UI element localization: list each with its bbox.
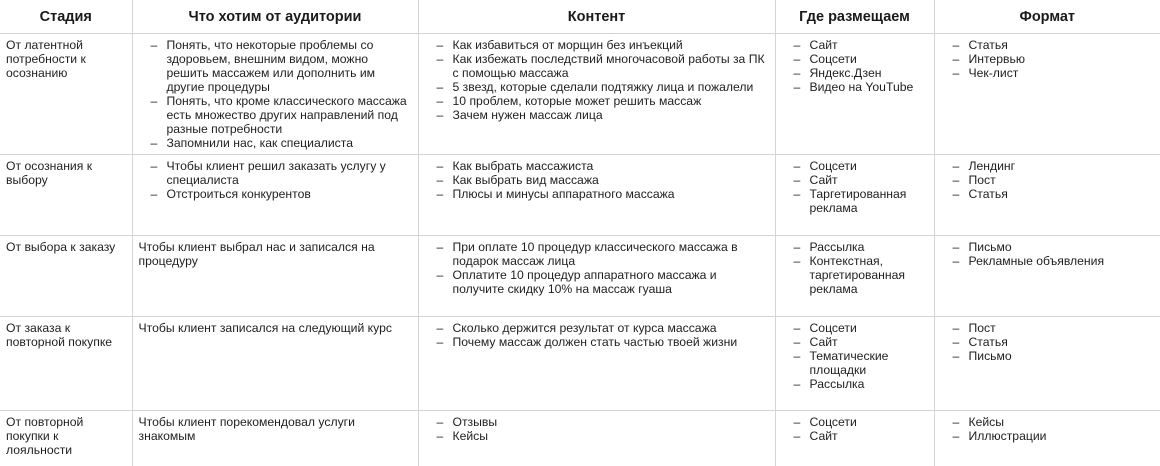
header-where: Где размещаем bbox=[775, 0, 934, 34]
format-list bbox=[941, 240, 1155, 268]
list-item: – Почему массаж должен стать частью твоей жизни bbox=[437, 335, 769, 349]
list-item: – Отзывы bbox=[437, 415, 769, 429]
list-item: – Рассылка bbox=[794, 377, 928, 391]
list-item: – Интервью bbox=[953, 52, 1155, 66]
list-item: – Кейсы bbox=[437, 429, 769, 443]
stage-cell: От латентной потребности к осознанию bbox=[0, 34, 132, 155]
list-item: – Сайт bbox=[794, 38, 928, 52]
list-item: – Тематические площадки bbox=[794, 349, 928, 377]
where-list bbox=[782, 415, 928, 443]
list-item: – Контекстная, таргетированная реклама bbox=[794, 254, 928, 296]
format-list bbox=[941, 321, 1155, 363]
list-item: – Чек-лист bbox=[953, 66, 1155, 80]
list-item: – Зачем нужен массаж лица bbox=[437, 108, 769, 122]
list-item: – Запомнили нас, как специалиста bbox=[151, 136, 412, 150]
header-stage: Стадия bbox=[0, 0, 132, 34]
list-item: – Видео на YouTube bbox=[794, 80, 928, 94]
format-cell bbox=[934, 236, 1160, 317]
list-item: – Оплатите 10 процедур аппаратного массажа и получите скидку 10% на массаж гуаша bbox=[437, 268, 769, 296]
header-format: Формат bbox=[934, 0, 1160, 34]
content-list bbox=[425, 38, 769, 122]
list-item: – Статья bbox=[953, 38, 1155, 52]
list-item: – Чтобы клиент решил заказать услугу у специалиста bbox=[151, 159, 412, 187]
header-want: Что хотим от аудитории bbox=[132, 0, 418, 34]
stage-cell: От осознания к выбору bbox=[0, 155, 132, 236]
list-item: – Сайт bbox=[794, 429, 928, 443]
list-item: – Сайт bbox=[794, 335, 928, 349]
want-list bbox=[139, 159, 412, 201]
list-item: – Как выбрать массажиста bbox=[437, 159, 769, 173]
format-list bbox=[941, 415, 1155, 443]
format-list bbox=[941, 159, 1155, 201]
content-cell bbox=[418, 236, 775, 317]
format-cell bbox=[934, 34, 1160, 155]
list-item: – Соцсети bbox=[794, 52, 928, 66]
where-cell bbox=[775, 34, 934, 155]
format-cell bbox=[934, 317, 1160, 411]
list-item: – Статья bbox=[953, 187, 1155, 201]
format-list bbox=[941, 38, 1155, 80]
list-item: – Яндекс.Дзен bbox=[794, 66, 928, 80]
list-item: – Письмо bbox=[953, 240, 1155, 254]
where-cell bbox=[775, 236, 934, 317]
stage-cell: От заказа к повторной покупке bbox=[0, 317, 132, 411]
want-cell: Чтобы клиент порекомендовал услуги знакомым bbox=[132, 411, 418, 466]
header-content: Контент bbox=[418, 0, 775, 34]
content-list bbox=[425, 321, 769, 349]
where-list bbox=[782, 321, 928, 391]
want-cell bbox=[132, 155, 418, 236]
list-item: – Пост bbox=[953, 321, 1155, 335]
list-item: – Соцсети bbox=[794, 159, 928, 173]
list-item: – Как выбрать вид массажа bbox=[437, 173, 769, 187]
table-row bbox=[0, 236, 1160, 317]
list-item: – Сайт bbox=[794, 173, 928, 187]
list-item: – Кейсы bbox=[953, 415, 1155, 429]
table-row bbox=[0, 155, 1160, 236]
table-row bbox=[0, 317, 1160, 411]
list-item: – Таргетированная реклама bbox=[794, 187, 928, 215]
list-item: – Отстроиться конкурентов bbox=[151, 187, 412, 201]
list-item: – Соцсети bbox=[794, 415, 928, 429]
stage-cell: От выбора к заказу bbox=[0, 236, 132, 317]
list-item: – Плюсы и минусы аппаратного массажа bbox=[437, 187, 769, 201]
format-cell bbox=[934, 155, 1160, 236]
where-list bbox=[782, 159, 928, 215]
list-item: – Рассылка bbox=[794, 240, 928, 254]
list-item: – Как избежать последствий многочасовой работы за ПК с помощью массажа bbox=[437, 52, 769, 80]
where-cell bbox=[775, 317, 934, 411]
content-cell bbox=[418, 317, 775, 411]
list-item: – 10 проблем, которые может решить массаж bbox=[437, 94, 769, 108]
content-list bbox=[425, 415, 769, 443]
content-cell bbox=[418, 155, 775, 236]
content-cell bbox=[418, 34, 775, 155]
list-item: – Понять, что кроме классического массажа есть множество других направлений под разные потребности bbox=[151, 94, 412, 136]
list-item: – Рекламные объявления bbox=[953, 254, 1155, 268]
list-item: – Сколько держится результат от курса массажа bbox=[437, 321, 769, 335]
list-item: – Как избавиться от морщин без инъекций bbox=[437, 38, 769, 52]
list-item: – Статья bbox=[953, 335, 1155, 349]
table-row bbox=[0, 34, 1160, 155]
list-item: – Письмо bbox=[953, 349, 1155, 363]
content-list bbox=[425, 159, 769, 201]
list-item: – Понять, что некоторые проблемы со здоровьем, внешним видом, можно решить массажем или дополнить им другие процедуры bbox=[151, 38, 412, 94]
list-item: – Иллюстрации bbox=[953, 429, 1155, 443]
list-item: – Лендинг bbox=[953, 159, 1155, 173]
want-list bbox=[139, 38, 412, 150]
stage-cell: От повторной покупки к лояльности bbox=[0, 411, 132, 466]
where-list bbox=[782, 38, 928, 94]
content-list bbox=[425, 240, 769, 296]
list-item: – При оплате 10 процедур классического массажа в подарок массаж лица bbox=[437, 240, 769, 268]
list-item: – Пост bbox=[953, 173, 1155, 187]
where-list bbox=[782, 240, 928, 296]
want-cell: Чтобы клиент записался на следующий курс bbox=[132, 317, 418, 411]
want-cell: Чтобы клиент выбрал нас и записался на процедуру bbox=[132, 236, 418, 317]
where-cell bbox=[775, 155, 934, 236]
want-cell bbox=[132, 34, 418, 155]
header-row bbox=[0, 0, 1160, 34]
list-item: – Соцсети bbox=[794, 321, 928, 335]
list-item: – 5 звезд, которые сделали подтяжку лица и пожалели bbox=[437, 80, 769, 94]
